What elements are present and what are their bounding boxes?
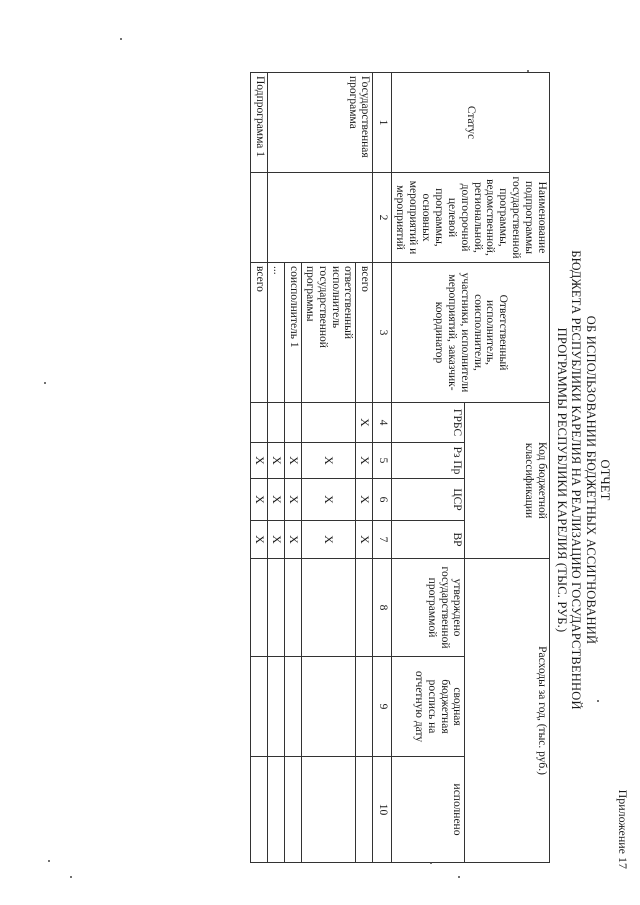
header-rzpr: Рз Пр [392,443,465,479]
status-subprogram: Подпрограмма 1 [251,73,268,173]
x-mark: Х [285,521,302,559]
x-mark: Х [251,479,268,521]
column-number: 3 [373,263,392,403]
scan-speck [44,382,46,384]
row-total-label: всего [356,263,373,403]
column-number: 9 [373,657,392,757]
x-mark: Х [285,443,302,479]
header-executed: исполнено [392,757,465,863]
value-cell [268,757,285,863]
value-cell [302,559,357,657]
title-line-2: ОБ ИСПОЛЬЗОВАНИИ БЮДЖЕТНЫХ АССИГНОВАНИЙ [583,315,598,645]
grbs-cell [285,403,302,443]
value-cell [251,657,268,757]
row-responsible-label: ответственный исполнитель государственной программы [302,263,357,403]
column-number: 4 [373,403,392,443]
x-mark: Х [356,403,373,443]
value-cell [356,657,373,757]
value-cell [285,657,302,757]
x-mark: Х [268,479,285,521]
scan-speck [70,876,72,878]
header-status: Статус [392,73,550,173]
value-cell [302,657,357,757]
column-number: 5 [373,443,392,479]
x-mark: Х [356,521,373,559]
column-number: 7 [373,521,392,559]
title-line-4: ПРОГРАММЫ РЕСПУБЛИКИ КАРЕЛИЯ (ТЫС. РУБ.) [554,327,569,633]
x-mark: Х [251,521,268,559]
value-cell [302,757,357,863]
header-approved: утверждено государственной программой [392,559,465,657]
column-number: 1 [373,73,392,173]
x-mark: Х [356,443,373,479]
table-row [356,73,373,863]
header-expenses: Расходы за год, (тыс. руб.) [465,559,550,863]
x-mark: Х [251,443,268,479]
table-row [251,73,268,863]
column-number: 8 [373,559,392,657]
x-mark: Х [302,443,357,479]
x-mark: Х [285,479,302,521]
header-name: Наименование подпрограммы государственной программы, ведомственной, региональной, долгосрочной целевой программы, основных мероприятий и мероприятий [392,173,550,263]
value-cell [285,559,302,657]
value-cell [251,757,268,863]
header-vr: ВР [392,521,465,559]
value-cell [356,559,373,657]
header-csr: ЦСР [392,479,465,521]
scan-speck [48,860,50,862]
value-cell [251,559,268,657]
appendix-label: Приложение 17 [616,789,630,869]
header-budget-list: сводная бюджетная роспись на отчетную дату [392,657,465,757]
column-number: 6 [373,479,392,521]
x-mark: Х [268,443,285,479]
row-sub-total-label: всего [251,263,268,403]
value-cell [356,757,373,863]
value-cell [285,757,302,863]
scan-speck [527,70,529,72]
title-line-3: БЮДЖЕТА РЕСПУБЛИКИ КАРЕЛИЯ НА РЕАЛИЗАЦИЮ ГОСУДАРСТВЕННОЙ [569,250,584,710]
column-numbers-row [373,73,392,863]
scan-speck [597,700,599,702]
grbs-cell [251,403,268,443]
row-ellipsis-label: ... [268,263,285,403]
scan-speck [120,38,122,40]
name-cell [251,173,268,263]
grbs-cell [268,403,285,443]
report-title [555,170,613,790]
value-cell [268,657,285,757]
x-mark: Х [268,521,285,559]
x-mark: Х [302,479,357,521]
report-table [250,72,550,863]
value-cell [268,559,285,657]
header-grbs: ГРБС [392,403,465,443]
header-budget-code: Код бюджетной классификации [465,403,550,559]
status-gov-program: Государственная программа [268,73,374,173]
column-number: 10 [373,757,392,863]
grbs-cell [302,403,357,443]
scan-speck [430,862,432,864]
column-number: 2 [373,173,392,263]
x-mark: Х [302,521,357,559]
x-mark: Х [356,479,373,521]
name-cell [268,173,374,263]
rotated-page [80,0,640,905]
title-line-1: ОТЧЕТ [598,459,612,501]
header-responsible: Ответственный исполнитель, соисполнители, участники, исполнители мероприятий, заказчик-координатор [392,263,550,403]
scan-speck [458,876,460,878]
row-coexecutor-label: соисполнитель 1 [285,263,302,403]
